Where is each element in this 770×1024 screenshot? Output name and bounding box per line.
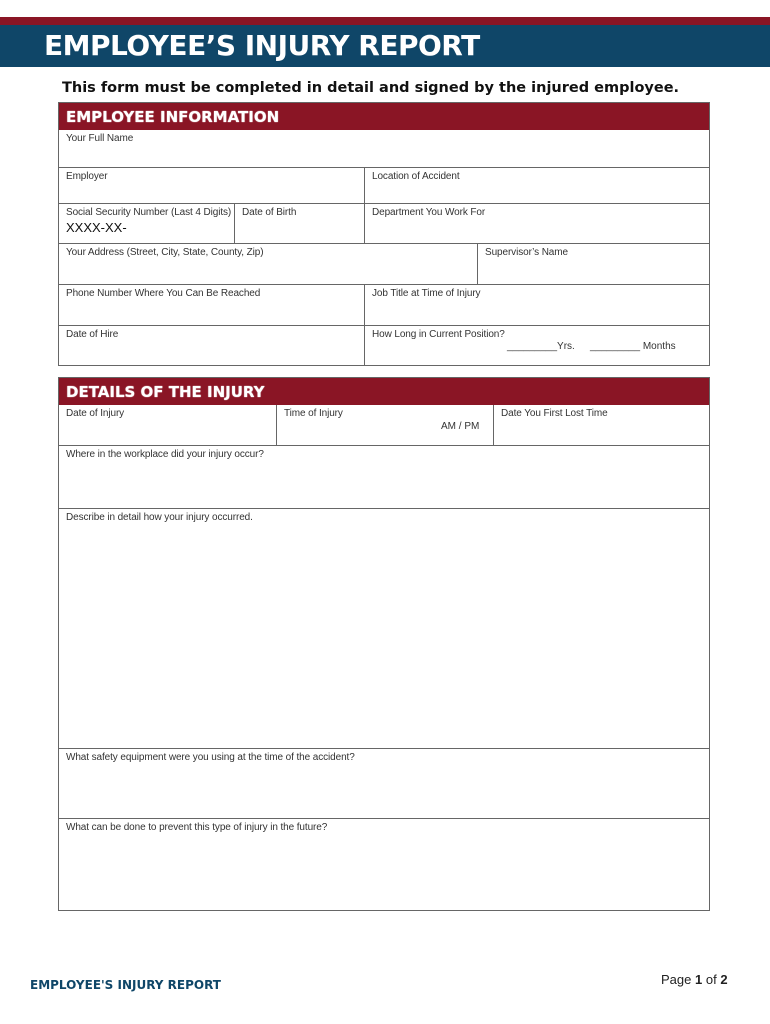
- time-in-position-field[interactable]: [364, 326, 709, 365]
- injury-description-label: Describe in detail how your injury occurred.: [66, 512, 253, 523]
- prevention-label: What can be done to prevent this type of injury in the future?: [66, 822, 328, 833]
- employer-label: Employer: [66, 171, 108, 182]
- date-of-injury-field[interactable]: [59, 405, 276, 445]
- phone-label: Phone Number Where You Can Be Reached: [66, 288, 261, 299]
- job-title-label: Job Title at Time of Injury: [372, 288, 481, 299]
- safety-equipment-label: What safety equipment were you using at the time of the accident?: [66, 752, 355, 763]
- department-field[interactable]: [364, 204, 709, 243]
- full-name-field[interactable]: [59, 130, 709, 167]
- prevention-field[interactable]: [59, 819, 709, 910]
- location-of-accident-field[interactable]: [364, 168, 709, 203]
- row-employer: [59, 167, 709, 203]
- supervisor-name-label: Supervisor’s Name: [485, 247, 568, 258]
- time-in-position-label: How Long in Current Position?: [372, 329, 505, 340]
- page-total: 2: [720, 972, 728, 987]
- injury-description-field[interactable]: [59, 509, 709, 748]
- first-lost-time-label: Date You First Lost Time: [501, 408, 608, 419]
- months-blank: _________ Months: [590, 341, 676, 352]
- page-of: of: [705, 972, 717, 987]
- employer-field[interactable]: [59, 168, 364, 203]
- row-hire-date: [59, 325, 709, 365]
- phone-field[interactable]: [59, 285, 364, 325]
- row-safety-equipment: [59, 748, 709, 818]
- row-full-name: [59, 130, 709, 167]
- date-of-birth-label: Date of Birth: [242, 207, 297, 218]
- injury-details-section: [58, 377, 710, 911]
- ssn-label: Social Security Number (Last 4 Digits): [66, 207, 232, 218]
- job-title-field[interactable]: [364, 285, 709, 325]
- date-of-birth-field[interactable]: [234, 204, 364, 243]
- address-field[interactable]: [59, 244, 477, 284]
- time-of-injury-label: Time of Injury: [284, 408, 343, 419]
- date-of-hire-field[interactable]: [59, 326, 364, 365]
- page-word: Page: [661, 972, 692, 987]
- location-of-accident-label: Location of Accident: [372, 171, 460, 182]
- row-prevention: [59, 818, 709, 910]
- years-blank: _________Yrs.: [507, 341, 575, 352]
- employee-information-heading: EMPLOYEE INFORMATION: [59, 103, 709, 130]
- row-ssn: [59, 203, 709, 243]
- row-injury-date: [59, 405, 709, 445]
- ssn-field[interactable]: [59, 204, 234, 243]
- first-lost-time-field[interactable]: [493, 405, 709, 445]
- date-of-injury-label: Date of Injury: [66, 408, 125, 419]
- supervisor-name-field[interactable]: [477, 244, 709, 284]
- injury-location-field[interactable]: [59, 446, 709, 508]
- injury-details-heading: DETAILS OF THE INJURY: [59, 378, 709, 405]
- top-accent-stripe: [0, 17, 770, 25]
- row-phone: [59, 284, 709, 325]
- time-of-injury-field[interactable]: [276, 405, 493, 445]
- page-title: EMPLOYEE’S INJURY REPORT: [44, 29, 480, 62]
- page-number: [661, 972, 728, 987]
- date-of-hire-label: Date of Hire: [66, 329, 119, 340]
- row-injury-description: [59, 508, 709, 748]
- form-instructions: This form must be completed in detail and signed by the injured employee.: [62, 80, 680, 96]
- full-name-label: Your Full Name: [66, 133, 134, 144]
- row-injury-location: [59, 445, 709, 508]
- address-label: Your Address (Street, City, State, County, Zip): [66, 247, 264, 258]
- am-pm-label: AM / PM: [441, 421, 480, 432]
- department-label: Department You Work For: [372, 207, 486, 218]
- row-address: [59, 243, 709, 284]
- title-banner: [0, 25, 770, 67]
- injury-location-label: Where in the workplace did your injury occur?: [66, 449, 264, 460]
- employee-information-section: [58, 102, 710, 366]
- page-current: 1: [695, 972, 703, 987]
- safety-equipment-field[interactable]: [59, 749, 709, 818]
- ssn-prefix: XXXX-XX-: [66, 220, 127, 235]
- footer-title: EMPLOYEE'S INJURY REPORT: [30, 978, 221, 992]
